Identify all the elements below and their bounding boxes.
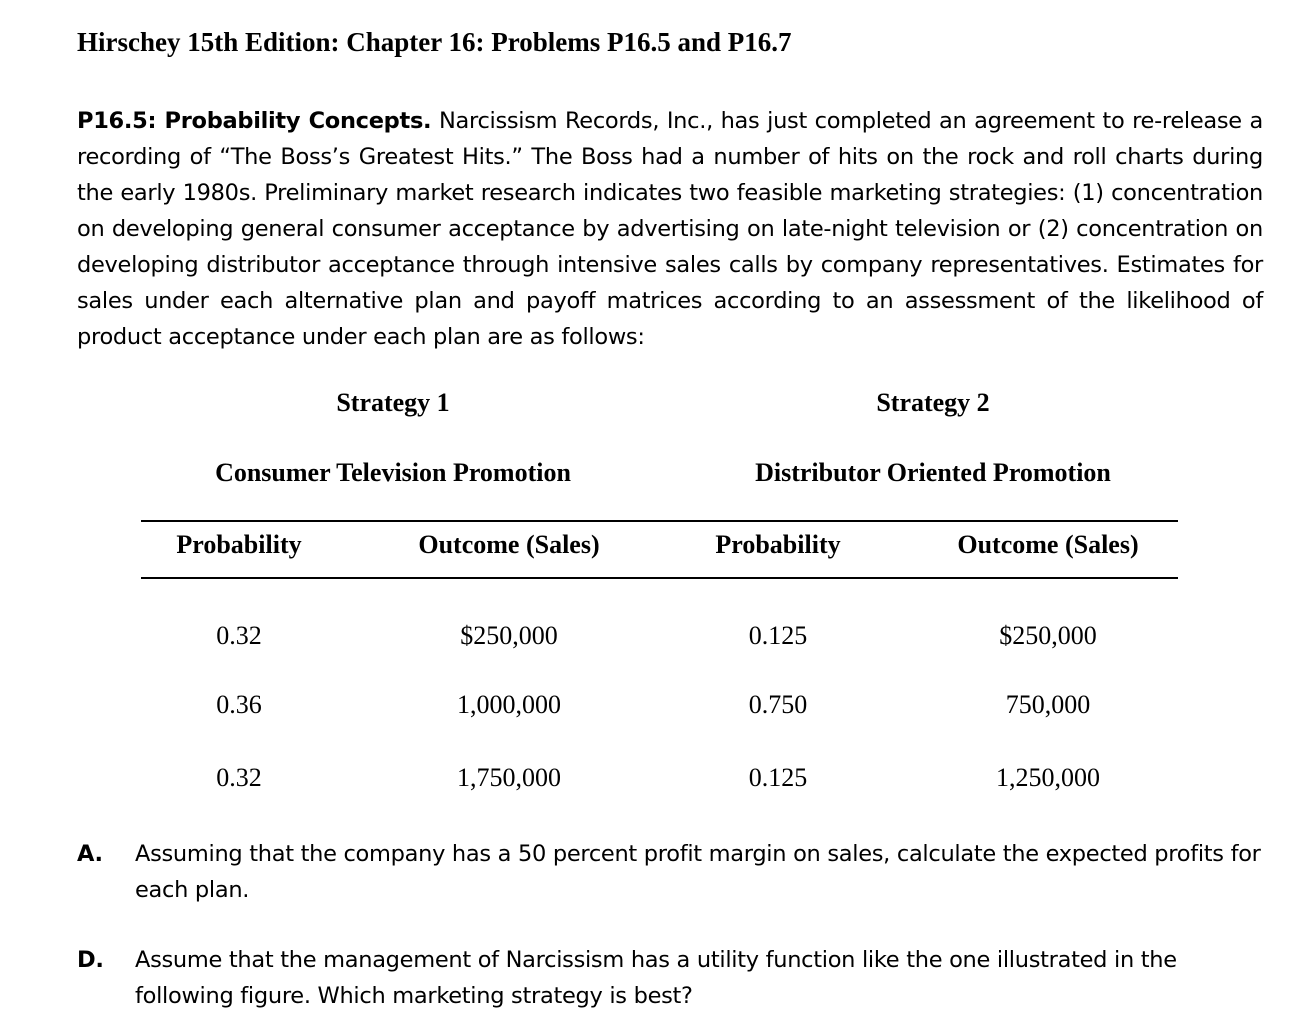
strategy-2-plan: Distributor Oriented Promotion bbox=[755, 458, 1111, 487]
table-header-rule bbox=[141, 577, 1178, 579]
strategy-1-plan: Consumer Television Promotion bbox=[215, 458, 571, 487]
question-a bbox=[77, 836, 1287, 908]
question-a-letter: A. bbox=[77, 841, 103, 867]
table-cell: 0.36 bbox=[216, 690, 262, 719]
question-d-text: Assume that the management of Narcissism has a utility function like the one illustrated in the following figure. Which marketing strategy is best? bbox=[135, 947, 1177, 1009]
s2-outcome-header: Outcome (Sales) bbox=[957, 530, 1139, 559]
s1-probability-header: Probability bbox=[176, 530, 302, 559]
table-cell: $250,000 bbox=[460, 621, 558, 650]
question-a-text: Assuming that the company has a 50 percent profit margin on sales, calculate the expected profits for each plan. bbox=[135, 841, 1261, 903]
table-cell: 750,000 bbox=[1005, 690, 1091, 719]
table-top-rule bbox=[141, 520, 1178, 522]
problem-heading: P16.5: Probability Concepts. bbox=[77, 108, 432, 134]
question-d-letter: D. bbox=[77, 947, 104, 973]
table-cell: 0.32 bbox=[216, 763, 262, 792]
strategy-2-label: Strategy 2 bbox=[876, 388, 990, 417]
strategy-1-label: Strategy 1 bbox=[336, 388, 450, 417]
table-cell: 1,250,000 bbox=[996, 763, 1100, 792]
table-cell: 0.32 bbox=[216, 621, 262, 650]
problem-text: Narcissism Records, Inc., has just completed an agreement to re-release a recording of “The Boss’s Greatest Hits.” The Boss had a number of hits on the rock and roll charts during the early 1980s. Preliminary market research indicates two feasible marketing strategies: (1) concentration on developing general consumer acceptance by advertising on late-night television or (2) concentration on developing distributor acceptance through intensive sales calls by company representatives. Estimates for sales under each alternative plan and payoff matrices according to an assessment of the likelihood of product acceptance under each plan are as follows: bbox=[77, 108, 1264, 350]
problem-statement bbox=[77, 103, 1263, 355]
table-cell: 1,750,000 bbox=[457, 763, 561, 792]
table-cell: 1,000,000 bbox=[457, 690, 561, 719]
table-cell: 0.125 bbox=[748, 763, 808, 792]
s1-outcome-header: Outcome (Sales) bbox=[418, 530, 600, 559]
s2-probability-header: Probability bbox=[715, 530, 841, 559]
question-d bbox=[77, 942, 1287, 1014]
table-cell: $250,000 bbox=[999, 621, 1097, 650]
table-cell: 0.125 bbox=[748, 621, 808, 650]
page-title: Hirschey 15th Edition: Chapter 16: Problems P16.5 and P16.7 bbox=[77, 27, 792, 57]
table-cell: 0.750 bbox=[748, 690, 808, 719]
